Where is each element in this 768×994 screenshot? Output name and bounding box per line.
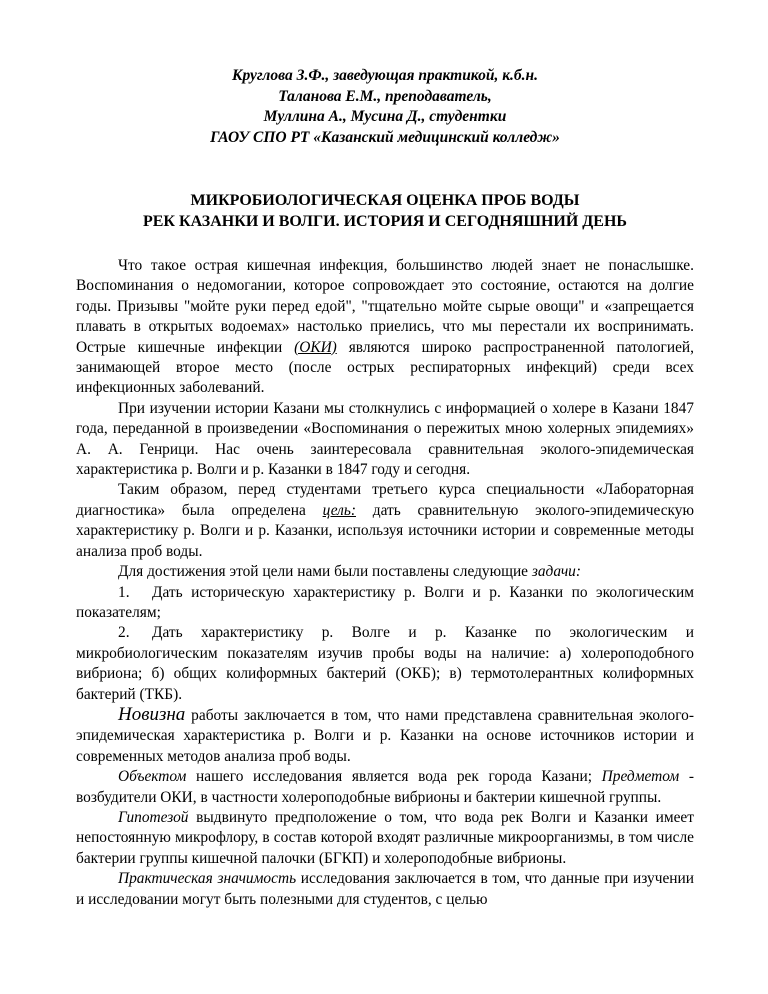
paragraph-history: При изучении истории Казани мы столкнулись с информацией о холере в Казани 1847 года, переданной в произведении «Воспоминания о пережитых мною холерных эпидемиях» А. А. Генрици. Нас очень заинтересовала сравнительная эколого-эпидемическая характеристика р. Волги и р. Казанки в 1847 году и сегодня. [76,399,694,479]
author-line: Муллина А., Мусина Д., студентки [263,108,507,125]
goal-term: цель: [322,501,356,519]
author-line: Круглова З.Ф., заведующая практикой, к.б.н. [231,67,539,84]
paragraph-tasks-intro: Для достижения этой цели нами были поставлены следующие задачи: [118,563,581,581]
article-title [76,190,694,232]
paragraph-object: Объектом нашего исследования является вода рек города Казани; Предметом - возбудители ОКИ, в частности холероподобные вибрионы и бактерии кишечной группы. [76,768,695,806]
significance-term: Практическая значимость [118,870,297,888]
novelty-term: Новизна [118,703,186,725]
paragraph-significance: Практическая значимость исследования заключается в том, что данные при изучении и исследовании могут быть полезными для студентов, с целью [76,870,694,908]
hypothesis-term: Гипотезой [118,808,189,826]
subject-term: Предметом - [601,768,695,786]
paragraph-intro: Что такое острая кишечная инфекция, большинство людей знает не понаслышке. Воспоминания о недомогании, которое сопровождает это состояние, остаются на долгие годы. Призывы "мойте руки перед едой", "тщательно мойте сырые овощи" и «запрещается плавать в открытых водоемах» настолько приелись, что мы перестали их воспринимать. Острые кишечные инфекции (ОКИ) являются широко распространенной патологией, занимающей второе место (после острых респираторных инфекций) среди всех инфекционных заболеваний. [76,257,694,397]
author-block [76,66,694,148]
document-page [76,0,694,910]
title-line: РЕК КАЗАНКИ И ВОЛГИ. ИСТОРИЯ И СЕГОДНЯШНИЙ ДЕНЬ [142,213,627,230]
task-item-1: 1. Дать историческую характеристику р. Волги и р. Казанки по экологическим показателям; [76,583,694,621]
tasks-term: задачи: [531,563,581,581]
article-body [76,256,694,910]
oki-abbreviation: (ОКИ) [294,338,337,356]
task-number: 2. [118,624,130,642]
object-term: Объектом [118,768,187,786]
author-affiliation: ГАОУ СПО РТ «Казанский медицинский колледж» [210,128,560,146]
author-line: Таланова Е.М., преподаватель, [278,87,492,105]
paragraph-hypothesis: Гипотезой выдвинуто предположение о том, что вода рек Волги и Казанки имеет непостоянную микрофлору, в состав которой входят различные микроорганизмы, в том числе бактерии группы кишечной палочки (БГКП) и холероподобные вибрионы. [76,808,694,867]
task-item-2: 2. Дать характеристику р. Волге и р. Казанке по экологическим и микробиологическим показателям изучив пробы воды на наличие: а) холероподобного вибриона; б) общих колиформных бактерий (ОКБ); в) термотолерантных колиформных бактерий (ТКБ). [76,624,694,703]
title-line: МИКРОБИОЛОГИЧЕСКАЯ ОЦЕНКА ПРОБ ВОДЫ [190,192,580,209]
task-number: 1. [118,583,130,601]
paragraph-goal: Таким образом, перед студентами третьего курса специальности «Лабораторная диагностика» была определена цель: дать сравнительную эколого-эпидемическую характеристику р. Волги и р. Казанки, используя источники истории и современные методы анализа проб воды. [76,481,694,560]
paragraph-novelty: Новизна работы заключается в том, что нами представлена сравнительная эколого-эпидемическая характеристика р. Волги и р. Казанки на основе источников истории и современных методов анализа проб воды. [76,703,694,765]
